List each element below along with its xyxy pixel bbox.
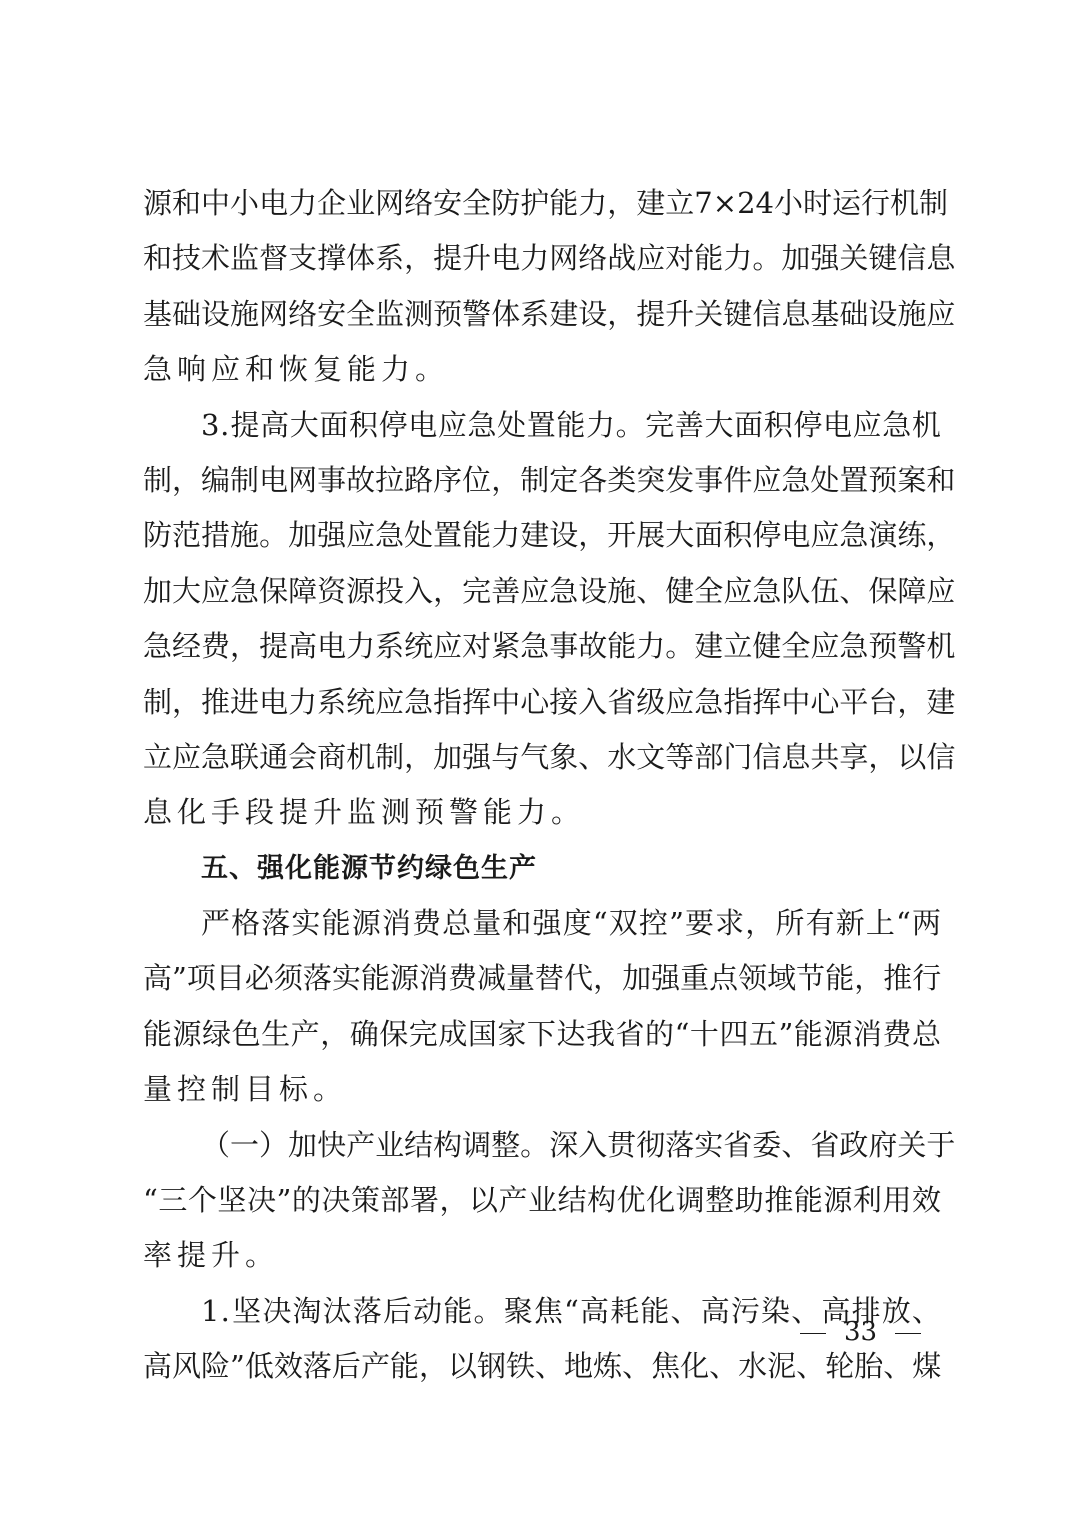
paragraph-line: 源 和 中 小 电 力 企 业 网 络 安 全 防 护 能 力 ， 建 立 7 × 2 4 小 时 运 行 机 制 [143, 186, 949, 220]
paragraph-line: 制 ， 推 进 电 力 系 统 应 急 指 挥 中 心 接 入 省 级 应 急 指 挥 中 心 平 台 ， 建 [143, 684, 956, 719]
paragraph-line: 能 源 绿 色 生 产 ， 确 保 完 成 国 家 下 达 我 省 的 “ 十 四 五 ” 能 源 消 费 总 [143, 1016, 941, 1051]
paragraph-line: 严 格 落 实 能 源 消 费 总 量 和 强 度 “ 双 控 ” 要 求 ， 所 有 新 上 “ 两 [201, 906, 941, 941]
paragraph-line: 高 ” 项 目 必 须 落 实 能 源 消 费 减 量 替 代 ， 加 强 重 点 领 域 节 能 ， 推 行 [143, 961, 942, 996]
paragraph-line: 加 大 应 急 保 障 资 源 投 入 ， 完 善 应 急 设 施 、 健 全 应 急 队 伍 、 保 障 应 [143, 573, 956, 608]
paragraph-line: 立 应 急 联 通 会 商 机 制 ， 加 强 与 气 象 、 水 文 等 部 门 信 息 共 享 ， 以 信 [143, 739, 956, 774]
paragraph-line: 息化手段提升监测预警能力。 [143, 795, 586, 830]
page-number: 33 [844, 1317, 878, 1347]
paragraph-line: 和 技 术 监 督 支 撑 体 系 ， 提 升 电 力 网 络 战 应 对 能 力 。 加 强 关 键 信 息 [143, 241, 956, 276]
paragraph-line: 急 经 费 ， 提 高 电 力 系 统 应 对 紧 急 事 故 能 力 。 建 立 健 全 应 急 预 警 机 [143, 629, 956, 664]
paragraph-line: 急响应和恢复能力。 [143, 352, 450, 387]
paragraph-line: 率提升。 [143, 1238, 280, 1273]
paragraph-line: 防 范 措 施 。 加 强 应 急 处 置 能 力 建 设 ， 开 展 大 面 积 停 电 应 急 演 练 ， [143, 518, 956, 553]
page-footer [800, 1317, 921, 1347]
paragraph-line: 1 . 坚 决 淘 汰 落 后 动 能 。 聚 焦 “ 高 耗 能 、 高 污 染 、 高 排 放 、 [201, 1293, 941, 1328]
paragraph-line: （ 一 ） 加 快 产 业 结 构 调 整 。 深 入 贯 彻 落 实 省 委 、 省 政 府 关 于 [201, 1127, 956, 1162]
body-text [143, 176, 956, 1395]
paragraph-line: 量控制目标。 [143, 1072, 348, 1107]
section-heading: 五、强化能源节约绿色生产 [201, 852, 537, 884]
paragraph-line: 高 风 险 ” 低 效 落 后 产 能 ， 以 钢 铁 、 地 炼 、 焦 化 、 水 泥 、 轮 胎 、 煤 [143, 1349, 942, 1384]
paragraph-line: 制 ， 编 制 电 网 事 故 拉 路 序 位 ， 制 定 各 类 突 发 事 件 应 急 处 置 预 案 和 [143, 462, 956, 497]
footer-dash-right [895, 1333, 921, 1334]
paragraph-line: 3 . 提 高 大 面 积 停 电 应 急 处 置 能 力 。 完 善 大 面 积 停 电 应 急 机 [201, 407, 941, 442]
paragraph-line: “ 三 个 坚 决 ” 的 决 策 部 署 ， 以 产 业 结 构 优 化 调 整 助 推 能 源 利 用 效 [143, 1183, 941, 1218]
footer-dash-left [800, 1333, 826, 1334]
paragraph-line: 基 础 设 施 网 络 安 全 监 测 预 警 体 系 建 设 ， 提 升 关 键 信 息 基 础 设 施 应 [143, 296, 956, 331]
